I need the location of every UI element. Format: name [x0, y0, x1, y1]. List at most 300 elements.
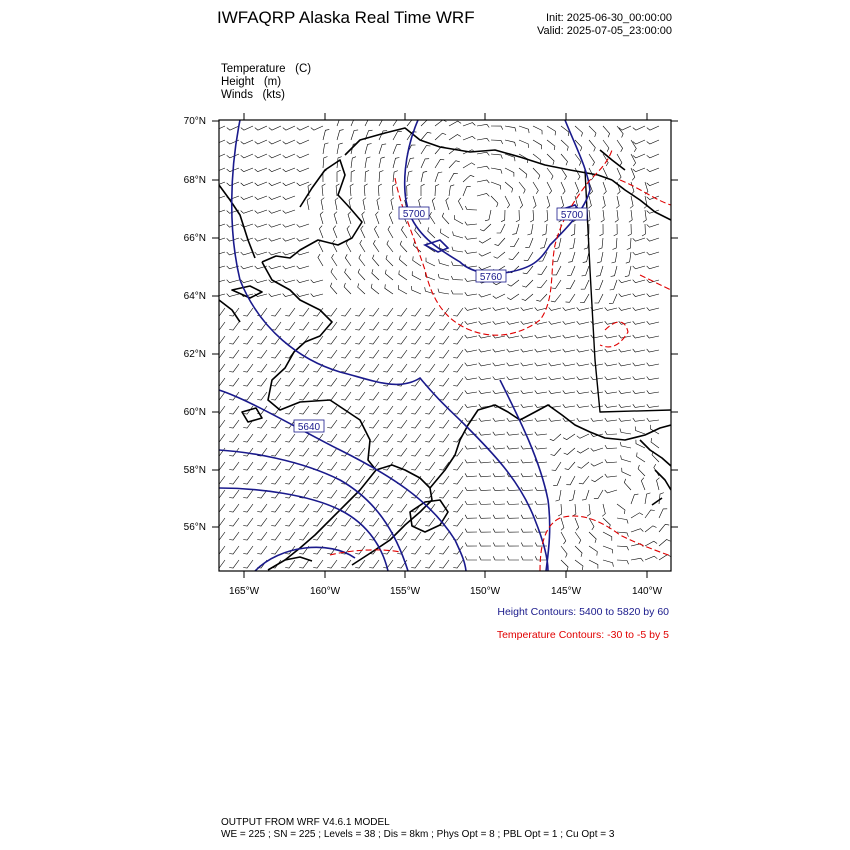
wind-barb — [355, 504, 365, 512]
wind-barb — [563, 390, 575, 393]
wind-barb — [257, 350, 267, 358]
wind-barb — [617, 518, 628, 524]
wind-barb — [547, 140, 555, 150]
wind-barb — [215, 532, 225, 540]
wind-barb — [647, 335, 659, 338]
wind-barb — [645, 526, 657, 532]
wind-barb — [425, 420, 435, 428]
wind-barb — [215, 322, 225, 330]
wind-barb — [617, 504, 625, 514]
wind-barb — [341, 420, 351, 428]
wind-barb — [613, 238, 618, 250]
wind-barb — [283, 196, 295, 200]
wind-barb — [229, 560, 239, 568]
wind-barb — [451, 276, 463, 280]
wind-barb — [383, 308, 393, 316]
wind-barb — [269, 196, 281, 200]
wind-barb — [577, 404, 589, 407]
wind-barb — [255, 182, 267, 186]
wind-barb — [580, 294, 589, 303]
wind-barb — [605, 474, 617, 477]
wind-barb — [493, 487, 505, 490]
wind-barb — [637, 453, 645, 463]
wind-barb — [425, 448, 435, 456]
wind-barb — [355, 518, 365, 526]
wind-barb — [313, 378, 323, 386]
wind-barb — [479, 349, 491, 352]
wind-barb — [620, 442, 631, 448]
wind-barb — [411, 420, 421, 428]
wind-barb — [243, 308, 253, 316]
wind-barb — [536, 294, 547, 301]
wind-barb — [255, 210, 267, 213]
wind-barb — [479, 363, 491, 366]
wind-barb — [595, 280, 603, 290]
wind-barb — [507, 335, 519, 338]
wind-barb — [647, 377, 659, 380]
wind-barb — [549, 307, 561, 310]
wind-barb — [591, 390, 603, 393]
wind-barb — [611, 266, 617, 277]
wind-barb — [379, 144, 386, 154]
wind-barb — [355, 448, 365, 456]
wind-barb — [243, 364, 253, 372]
wind-barb — [341, 364, 351, 372]
wind-barb — [327, 420, 337, 428]
wind-barb — [579, 476, 589, 484]
wind-barb — [412, 286, 421, 294]
wind-barb — [465, 307, 477, 310]
wind-barb — [451, 290, 463, 294]
wind-barb — [494, 252, 505, 258]
wind-barb — [271, 308, 281, 316]
wind-barb — [463, 175, 474, 182]
wind-barb — [327, 560, 337, 568]
wind-barb — [341, 518, 351, 526]
wind-barb — [369, 308, 379, 316]
wind-barb — [255, 224, 267, 227]
wind-barb — [633, 238, 645, 241]
wind-barb — [563, 321, 575, 324]
wind-barb — [369, 350, 379, 358]
wind-barb — [524, 252, 533, 261]
wind-barb — [479, 543, 491, 547]
wind-barb — [614, 224, 618, 236]
wind-barb — [215, 434, 225, 442]
wind-barb — [243, 560, 253, 568]
wind-barb — [535, 377, 547, 380]
wind-barb — [605, 445, 617, 449]
lon-label: 155°W — [389, 586, 421, 597]
wind-barb — [527, 224, 533, 235]
wind-barb — [521, 349, 533, 352]
wind-barb — [505, 126, 516, 132]
wind-barb — [591, 448, 603, 451]
wind-barb — [255, 154, 267, 158]
wind-barb — [435, 184, 439, 196]
wind-barb — [491, 154, 502, 159]
wind-barb — [449, 135, 461, 141]
wind-barb — [589, 140, 595, 151]
wind-barb — [605, 404, 617, 407]
wind-barb — [465, 473, 477, 477]
wind-barb — [285, 532, 295, 540]
wind-barb — [229, 434, 239, 442]
wind-barb — [215, 406, 225, 414]
wind-barb — [327, 490, 337, 498]
wind-barb — [465, 222, 477, 225]
wind-barb — [378, 184, 382, 196]
wind-barb — [647, 168, 659, 172]
wind-barb — [297, 182, 309, 186]
wind-barb — [229, 532, 239, 540]
wind-barb — [556, 490, 562, 501]
wind-barb — [493, 473, 505, 477]
wind-barb — [229, 336, 239, 344]
wind-barb — [271, 504, 281, 512]
wind-barb — [373, 255, 380, 266]
lat-label: 68°N — [183, 175, 206, 186]
wind-barb — [589, 126, 596, 137]
wind-barb — [435, 160, 444, 169]
wind-barb — [553, 476, 561, 486]
wind-barb — [535, 432, 547, 435]
wind-barb — [430, 212, 435, 224]
field-temperature: Temperature (C) — [221, 63, 312, 75]
wind-barb — [619, 377, 631, 380]
wind-barb — [641, 478, 645, 490]
wind-barb — [331, 268, 337, 280]
wind-barb — [588, 196, 591, 208]
latitude-labels — [184, 116, 206, 533]
wind-barb — [633, 418, 645, 421]
wind-barb — [271, 532, 281, 540]
wind-barb — [512, 224, 519, 234]
wind-barb — [507, 294, 519, 300]
wind-barb — [271, 420, 281, 428]
wind-barb — [479, 335, 491, 338]
wind-barb — [519, 168, 527, 178]
wind-barb — [439, 364, 449, 372]
wind-barb — [521, 363, 533, 366]
wind-barb — [645, 510, 655, 518]
wind-barb — [561, 546, 567, 558]
wind-barb — [480, 224, 491, 231]
wind-barb — [327, 532, 337, 540]
wind-barb — [365, 170, 369, 182]
wind-barb — [507, 363, 519, 366]
wind-barb — [297, 140, 309, 144]
wind-barb — [215, 490, 225, 498]
wind-barb — [313, 322, 323, 330]
wind-barb — [318, 254, 323, 266]
wind-barb — [257, 462, 267, 470]
wind-barb — [255, 126, 267, 130]
wind-barb — [479, 252, 491, 256]
wind-barb — [647, 154, 659, 158]
wind-barb — [377, 198, 380, 210]
wind-barb — [568, 252, 575, 262]
wind-barb — [439, 336, 449, 344]
wind-barb — [241, 210, 253, 213]
wind-barb — [591, 418, 603, 421]
wind-barb — [535, 529, 547, 533]
wind-barb — [346, 240, 351, 252]
lat-label: 70°N — [183, 116, 206, 127]
wind-barb — [407, 158, 414, 168]
wind-barb — [521, 404, 533, 407]
wind-barb — [359, 254, 365, 266]
wind-barb — [446, 198, 449, 210]
wind-barb — [601, 210, 604, 222]
wind-barb — [369, 420, 379, 428]
wind-barb — [337, 116, 344, 126]
wind-barb — [255, 168, 267, 172]
wind-barb — [597, 252, 603, 263]
wind-barb — [439, 378, 449, 386]
wind-barb — [421, 159, 429, 168]
wind-barb — [341, 322, 351, 330]
wind-barb — [479, 390, 491, 393]
wind-barb — [257, 532, 267, 540]
wind-barb — [365, 117, 373, 126]
contour-label-5700-b: 5700 — [560, 210, 584, 221]
model-version: OUTPUT FROM WRF V4.6.1 MODEL — [221, 817, 390, 828]
wind-barb — [535, 418, 547, 421]
wind-barb — [283, 224, 295, 227]
wind-barb — [397, 490, 407, 498]
wind-barb — [463, 136, 475, 140]
height-contour-note: Height Contours: 5400 to 5820 by 60 — [497, 606, 669, 618]
field-winds: Winds (kts) — [221, 89, 285, 101]
wind-barb — [549, 335, 561, 338]
wind-barb — [505, 196, 510, 208]
lon-label: 150°W — [469, 586, 501, 597]
wind-barb — [311, 294, 323, 297]
wind-barb — [425, 434, 435, 442]
wind-barb — [554, 252, 562, 262]
wind-barb — [297, 294, 309, 297]
wind-barb — [269, 140, 281, 144]
wind-barb — [509, 252, 519, 260]
wind-barb — [299, 560, 309, 568]
wind-barb — [521, 390, 533, 393]
wind-barb — [645, 493, 650, 504]
wind-barb — [350, 184, 353, 196]
wind-barb — [398, 285, 407, 294]
wind-barb — [453, 476, 463, 484]
wind-barb — [425, 406, 435, 414]
wind-barb — [243, 546, 253, 554]
wind-barb — [605, 335, 617, 338]
wind-barb — [577, 349, 589, 352]
wind-barb — [647, 349, 659, 352]
wind-barb — [439, 434, 449, 442]
wind-barb — [495, 238, 506, 246]
wind-barb — [229, 420, 239, 428]
wind-barb — [619, 349, 631, 352]
wind-barb — [567, 266, 575, 276]
wind-barb — [533, 168, 540, 179]
wind-barb — [465, 390, 477, 393]
wind-barb — [465, 487, 477, 490]
wind-barb — [257, 364, 267, 372]
wind-barb — [465, 292, 477, 295]
wind-barb — [647, 252, 659, 255]
wind-barb — [645, 556, 657, 560]
wind-barb — [319, 226, 323, 238]
wind-barb — [540, 238, 547, 248]
wind-barb — [413, 256, 421, 266]
wind-barb — [227, 280, 239, 283]
wind-barb — [355, 392, 365, 400]
wind-barb — [425, 560, 435, 568]
wind-barb — [341, 532, 351, 540]
wind-barb — [341, 462, 351, 470]
wind-barb — [411, 532, 421, 540]
wind-barb — [215, 448, 225, 456]
lon-label: 165°W — [228, 586, 260, 597]
wind-barb — [426, 258, 435, 266]
wind-barb — [563, 434, 575, 440]
wind-barb — [631, 513, 643, 518]
wind-barb — [297, 280, 309, 283]
wind-barb — [479, 432, 491, 435]
wind-barb — [633, 307, 645, 310]
wind-barb — [257, 546, 267, 554]
wind-barb — [619, 321, 631, 324]
temperature-contours — [330, 150, 671, 571]
wind-barb — [229, 504, 239, 512]
wind-barb — [477, 180, 489, 183]
wind-barb — [631, 182, 634, 194]
wind-barb — [327, 308, 337, 316]
wind-barb — [465, 515, 477, 519]
wind-barb — [493, 501, 505, 505]
wind-barb — [215, 462, 225, 470]
wind-barb — [535, 501, 547, 505]
wind-barb — [311, 280, 323, 283]
wind-barb — [439, 350, 449, 358]
wind-barb — [229, 378, 239, 386]
wind-barb — [453, 231, 463, 238]
wind-barb — [610, 280, 617, 290]
wind-barb — [479, 307, 491, 310]
wind-barb — [465, 278, 477, 281]
wind-barb — [299, 476, 309, 484]
wind-barb — [332, 240, 337, 252]
wind-barb — [425, 518, 435, 526]
wind-barb — [411, 392, 421, 400]
wind-barb — [373, 240, 379, 252]
wind-barb — [535, 349, 547, 352]
wind-barb — [351, 117, 359, 127]
wind-barb — [570, 238, 576, 249]
wind-barb — [320, 212, 323, 224]
wind-barb — [485, 210, 491, 221]
wind-barb — [465, 460, 477, 463]
wind-barb — [651, 438, 659, 448]
wind-barb — [631, 558, 643, 561]
wind-barb — [257, 336, 267, 344]
wind-barb — [575, 168, 580, 180]
wind-barb — [465, 250, 477, 253]
wind-barb — [605, 307, 617, 310]
height-contours — [219, 120, 590, 571]
wind-barb — [374, 226, 379, 238]
wind-barb — [229, 518, 239, 526]
wind-barb — [271, 434, 281, 442]
wind-barb — [631, 168, 635, 180]
wind-barb — [519, 126, 529, 133]
wind-barb — [271, 322, 281, 330]
wind-barb — [621, 455, 631, 462]
wind-barb — [397, 336, 407, 344]
wind-barb — [383, 434, 393, 442]
wind-barb — [215, 518, 225, 526]
wind-barb — [521, 515, 533, 519]
wind-barb — [507, 556, 519, 560]
wind-barb — [577, 321, 589, 324]
wind-barb — [453, 490, 463, 498]
wind-barb — [659, 540, 670, 547]
wind-barb — [241, 168, 253, 172]
wind-barb — [257, 504, 267, 512]
wind-barb — [341, 490, 351, 498]
wind-barb — [647, 140, 659, 144]
wind-barb — [243, 462, 253, 470]
wind-barb — [257, 420, 267, 428]
wind-barb — [299, 532, 309, 540]
wind-barb — [449, 161, 460, 168]
wind-barb — [629, 210, 632, 222]
wind-barb — [391, 198, 394, 210]
wind-barb — [477, 193, 489, 196]
wind-barb — [439, 322, 449, 330]
wind-barb — [617, 126, 623, 138]
wind-barb — [525, 238, 533, 248]
wind-barb — [425, 546, 435, 554]
wind-barb — [241, 154, 253, 158]
wind-barb — [563, 307, 575, 310]
wind-barb — [477, 152, 489, 155]
wind-barb — [432, 198, 435, 210]
wind-barb — [479, 556, 491, 560]
wind-barb — [577, 377, 589, 380]
wind-barb — [507, 390, 519, 393]
wind-barb — [271, 518, 281, 526]
wind-barb — [479, 460, 491, 463]
wind-barb — [453, 364, 463, 372]
wind-barb — [363, 198, 366, 210]
wind-barb — [383, 420, 393, 428]
wind-barb — [299, 504, 309, 512]
wind-barb — [241, 252, 253, 255]
wind-barb — [631, 140, 636, 152]
wind-barb — [647, 182, 659, 186]
wind-barb — [638, 465, 645, 476]
wind-barb — [215, 364, 225, 372]
wind-barb — [257, 434, 267, 442]
wind-barb — [345, 254, 351, 266]
wind-barb — [271, 448, 281, 456]
wind-barb — [563, 377, 575, 380]
wind-barb — [269, 266, 281, 269]
wind-barb — [589, 546, 597, 556]
wind-barb — [631, 494, 638, 504]
wind-barb — [322, 184, 325, 196]
wind-barb — [507, 321, 519, 324]
